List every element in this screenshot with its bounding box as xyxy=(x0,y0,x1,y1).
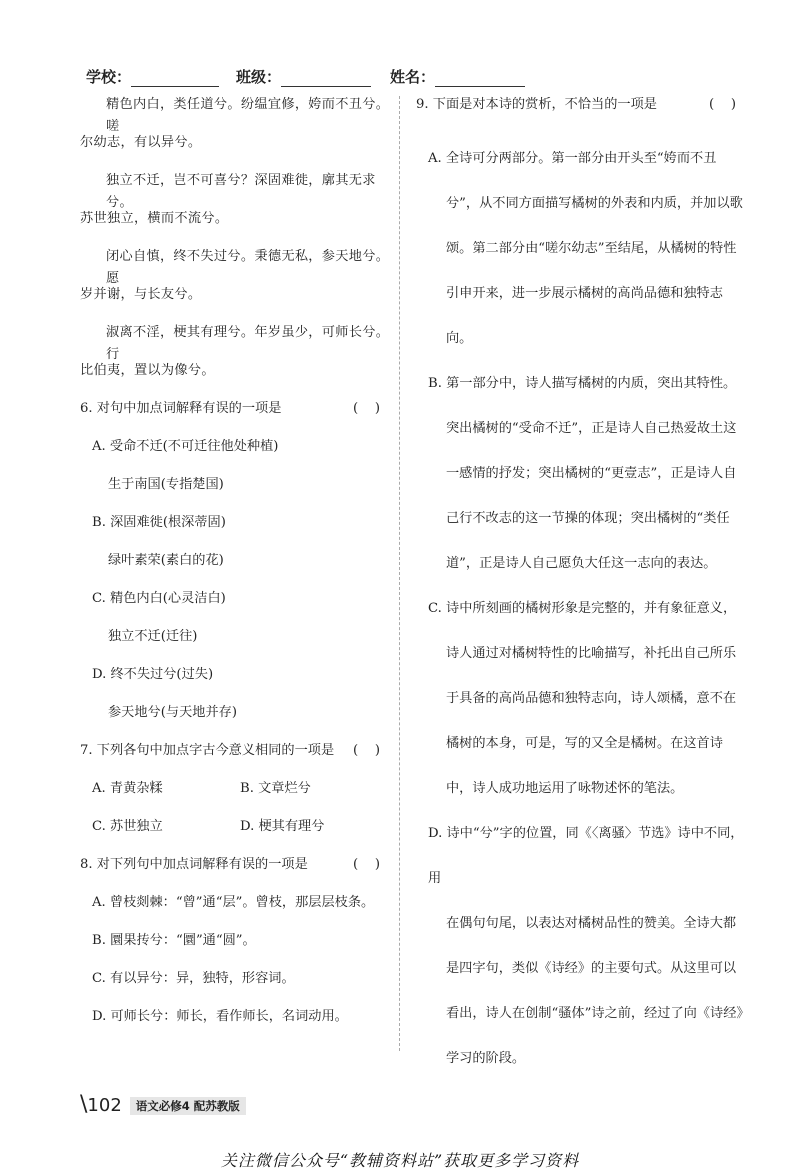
name-underline[interactable] xyxy=(435,70,525,87)
answer-bracket[interactable]: ( ) xyxy=(352,857,380,872)
option-d[interactable]: D. 梗其有理兮 xyxy=(240,819,325,834)
option-d[interactable]: D. 可师长兮：师长，看作师长，名词动用。 xyxy=(92,1009,348,1024)
left-column xyxy=(80,94,390,1044)
question-6 xyxy=(80,398,390,740)
poem-line: 独立不迁，岂不可喜兮？深固难徙，廓其无求兮。 xyxy=(106,173,376,210)
school-field xyxy=(86,66,219,87)
question-stem: 8. 对下列句中加点词解释有误的一项是 xyxy=(80,857,308,872)
option-a[interactable]: A. 曾枝剡棘：“曾”通“层”。曾枝，那层层枝条。 xyxy=(92,895,375,910)
name-label: 姓名： xyxy=(390,68,436,86)
option-b[interactable]: B. 深固难徙(根深蒂固) xyxy=(92,515,226,530)
book-title: 语文必修4 配苏教版 xyxy=(130,1097,246,1115)
class-label: 班级： xyxy=(236,68,282,86)
column-divider xyxy=(399,96,400,1051)
option-d-second: 参天地兮(与天地并存) xyxy=(108,705,237,720)
option-b[interactable] xyxy=(416,361,746,586)
option-c-second: 独立不迁(迁往) xyxy=(108,629,198,644)
option-a[interactable]: A. 青黄杂糅 xyxy=(92,781,163,796)
poem-line: 岁并谢，与长友兮。 xyxy=(80,287,202,302)
option-a[interactable]: A. 受命不迁(不可迁往他处种植) xyxy=(92,439,279,454)
question-stem: 6. 对句中加点词解释有误的一项是 xyxy=(80,401,282,416)
option-d[interactable] xyxy=(416,811,746,1081)
answer-bracket[interactable]: ( ) xyxy=(352,401,380,416)
answer-bracket[interactable]: ( ) xyxy=(352,743,380,758)
option-c[interactable]: C. 苏世独立 xyxy=(92,819,163,834)
option-b-head: B. 第一部分中，诗人描写橘树的内质，突出其特性。 xyxy=(428,376,737,391)
option-a[interactable] xyxy=(416,136,746,361)
option-a-head: A. 全诗可分两部分。第一部分由开头至“姱而不丑 xyxy=(428,151,717,166)
option-d-head: D. 诗中“兮”字的位置，同《〈离骚〉节选》诗中不同，用 xyxy=(428,826,744,886)
question-8 xyxy=(80,854,390,1044)
option-c-body: 诗人通过对橘树特性的比喻描写，补托出自己所乐于具备的高尚品德和独特志向，诗人颂橘，意不在橘树的本身，可是，写的又全是橘树。在这首诗中，诗人成功地运用了咏物述怀的笔法。 xyxy=(446,646,737,796)
right-column xyxy=(416,94,746,1081)
slash-icon: \ xyxy=(80,1092,88,1117)
option-b-body: 突出橘树的“受命不迁”，正是诗人自己热爱故土这一感情的抒发；突出橘树的“更壹志”，正是诗人自己行不改志的这一节操的体现；突出橘树的“类任道”，正是诗人自己愿负大任这一志向的表达。 xyxy=(446,421,737,571)
option-d[interactable]: D. 终不失过兮(过失) xyxy=(92,667,214,682)
option-c-head: C. 诗中所刻画的橘树形象是完整的，并有象征意义， xyxy=(428,601,737,616)
option-a-body: 兮”，从不同方面描写橘树的外表和内质，并加以歌颂。第二部分由“嗟尔幼志”至结尾，从橘树的特性引申开来，进一步展示橘树的高尚品德和独特志向。 xyxy=(446,196,743,346)
poem-line: 精色内白，类任道兮。纷缊宜修，姱而不丑兮。嗟 xyxy=(106,97,390,134)
name-field xyxy=(390,66,525,87)
question-9 xyxy=(416,94,746,1081)
answer-bracket[interactable]: ( ) xyxy=(708,97,736,112)
option-b-second: 绿叶素荣(素白的花) xyxy=(108,553,224,568)
page-number: 102 xyxy=(87,1095,122,1116)
class-field xyxy=(236,66,371,87)
option-b[interactable]: B. 文章烂兮 xyxy=(240,781,311,796)
promo-note: 关注微信公众号“教辅资料站”获取更多学习资料 xyxy=(220,1151,580,1170)
poem-line: 苏世独立，横而不流兮。 xyxy=(80,211,229,226)
option-c[interactable]: C. 精色内白(心灵洁白) xyxy=(92,591,226,606)
school-label: 学校： xyxy=(86,68,132,86)
question-7 xyxy=(80,740,390,854)
question-stem: 7. 下列各句中加点字古今意义相同的一项是 xyxy=(80,743,335,758)
question-stem: 9. 下面是对本诗的赏析，不恰当的一项是 xyxy=(416,97,657,112)
poem-text xyxy=(80,94,390,398)
option-c[interactable]: C. 有以异兮：异，独特，形容词。 xyxy=(92,971,295,986)
option-b[interactable]: B. 圜果抟兮：“圜”通“圆”。 xyxy=(92,933,256,948)
option-d-body: 在偶句句尾，以表达对橘树品性的赞美。全诗大都是四字句，类似《诗经》的主要句式。从这里可以看出，诗人在创制“骚体”诗之前，经过了向《诗经》学习的阶段。 xyxy=(446,916,744,1066)
class-underline[interactable] xyxy=(281,70,371,87)
page-footer xyxy=(80,1092,246,1117)
poem-line: 闭心自慎，终不失过兮。秉德无私，参天地兮。愿 xyxy=(106,249,390,286)
poem-line: 比伯夷，置以为像兮。 xyxy=(80,363,215,378)
poem-line: 尔幼志，有以异兮。 xyxy=(80,135,202,150)
school-underline[interactable] xyxy=(131,70,219,87)
option-c[interactable] xyxy=(416,586,746,811)
poem-line: 淑离不淫，梗其有理兮。年岁虽少，可师长兮。行 xyxy=(106,325,390,362)
student-info-header xyxy=(86,66,546,90)
option-a-second: 生于南国(专指楚国) xyxy=(108,477,224,492)
